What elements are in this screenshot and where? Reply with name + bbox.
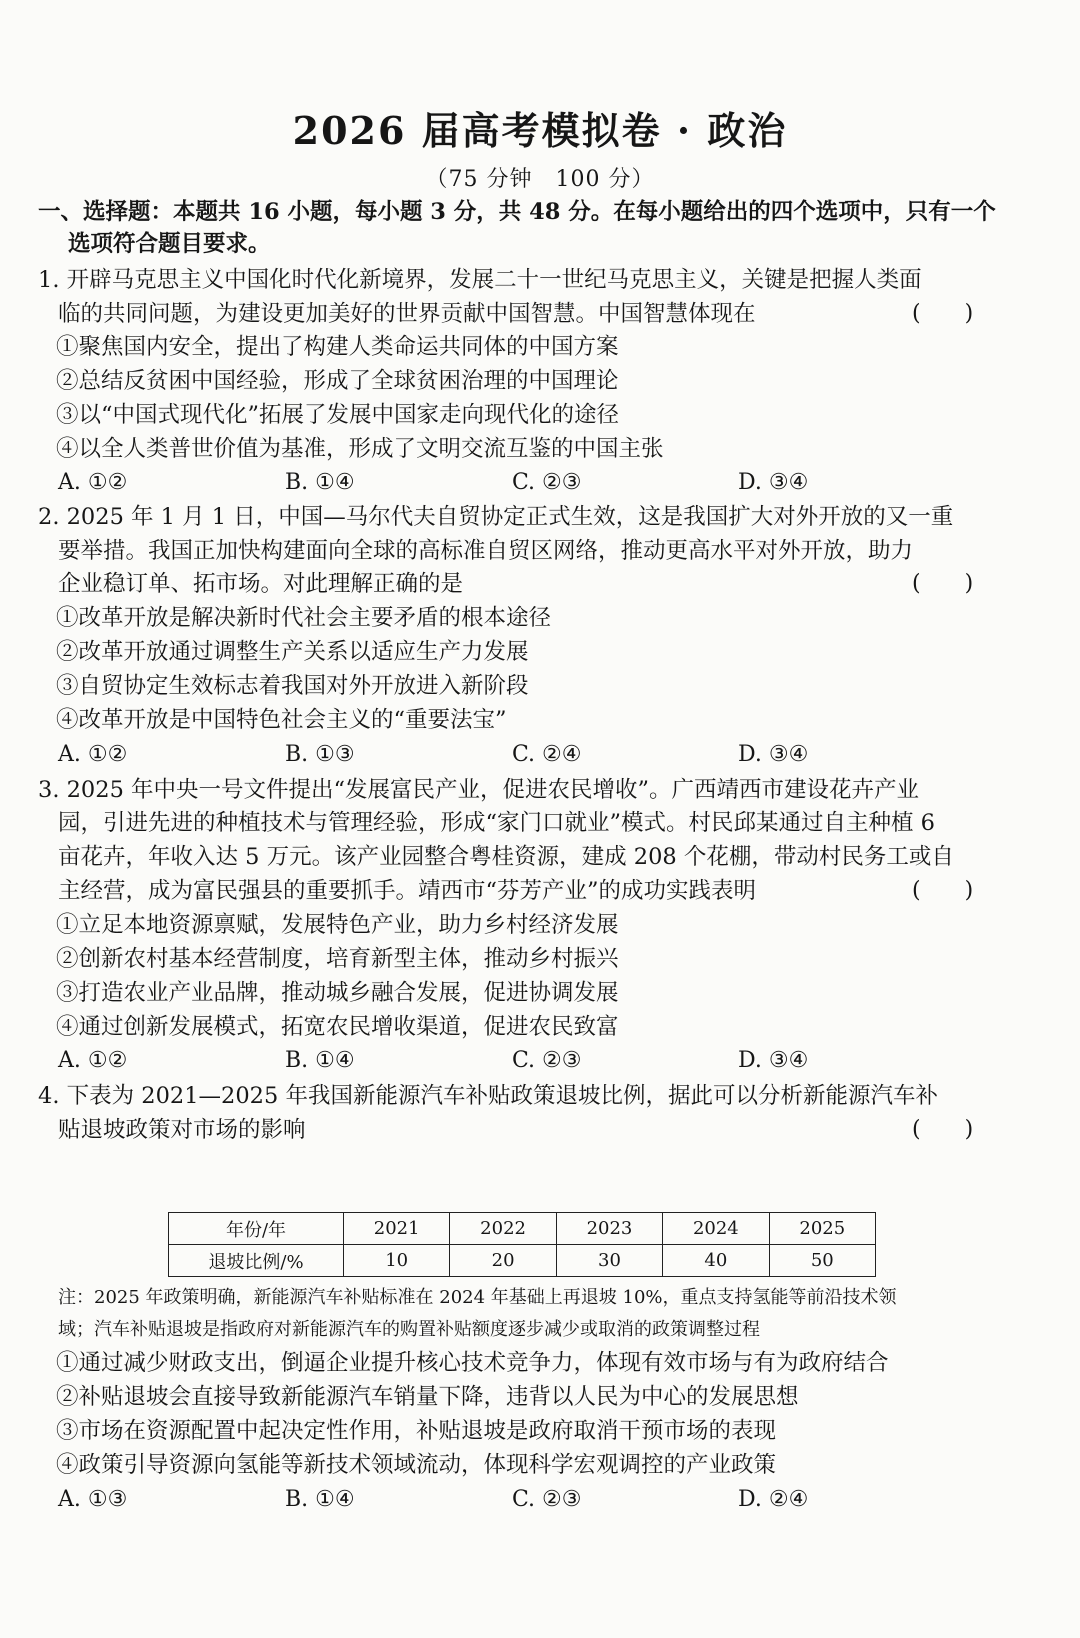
table-header-ratio: 退坡比例/% — [169, 1245, 344, 1277]
q4-stem-line-2: 贴退坡政策对市场的影响 — [58, 1117, 306, 1143]
q4-option-d: D. ②④ — [738, 1487, 809, 1512]
q3-statement-1: ①立足本地资源禀赋，发展特色产业，助力乡村经济发展 — [56, 912, 619, 938]
q3-option-b: B. ①④ — [285, 1048, 355, 1073]
q2-option-d: D. ③④ — [738, 742, 809, 767]
subsidy-ratio-table — [168, 1212, 876, 1277]
q2-stem-line-2: 要举措。我国正加快构建面向全球的高标准自贸区网络，推动更高水平对外开放，助力 — [58, 538, 914, 564]
table-cell-ratio: 50 — [769, 1245, 875, 1277]
exam-duration-score: （75 分钟 100 分） — [425, 167, 655, 192]
q4-option-a: A. ①③ — [58, 1487, 128, 1512]
q4-statement-2: ②补贴退坡会直接导致新能源汽车销量下降，违背以人民为中心的发展思想 — [56, 1384, 799, 1410]
q1-statement-2: ②总结反贫困中国经验，形成了全球贫困治理的中国理论 — [56, 368, 619, 394]
table-cell-ratio: 20 — [450, 1245, 556, 1277]
q3-option-c: C. ②③ — [512, 1048, 582, 1073]
table-header-year: 年份/年 — [169, 1213, 344, 1245]
q4-statement-3: ③市场在资源配置中起决定性作用，补贴退坡是政府取消干预市场的表现 — [56, 1418, 777, 1444]
q2-option-a: A. ①② — [58, 742, 128, 767]
q4-stem-line-1: 4. 下表为 2021—2025 年我国新能源汽车补贴政策退坡比例，据此可以分析新能源汽车补 — [38, 1083, 938, 1109]
q3-statement-2: ②创新农村基本经营制度，培育新型主体，推动乡村振兴 — [56, 946, 619, 972]
q1-statement-4: ④以全人类普世价值为基准，形成了文明交流互鉴的中国主张 — [56, 436, 664, 462]
table-cell-ratio: 10 — [344, 1245, 450, 1277]
q4-option-b: B. ①④ — [285, 1487, 355, 1512]
table-cell-year: 2024 — [663, 1213, 769, 1245]
q1-statement-1: ①聚焦国内安全，提出了构建人类命运共同体的中国方案 — [56, 334, 619, 360]
q3-answer-blank: ( ) — [912, 878, 974, 903]
table-cell-year: 2025 — [769, 1213, 875, 1245]
table-row-year — [169, 1213, 876, 1245]
q2-statement-1: ①改革开放是解决新时代社会主要矛盾的根本途径 — [56, 605, 552, 631]
q4-statement-1: ①通过减少财政支出，倒逼企业提升核心技术竞争力，体现有效市场与有为政府结合 — [56, 1350, 889, 1376]
q2-stem-line-1: 2. 2025 年 1 月 1 日，中国—马尔代夫自贸协定正式生效，这是我国扩大对外开放的又一重 — [38, 504, 954, 530]
exam-title: 2026 届高考模拟卷 · 政治 — [292, 108, 788, 153]
table-cell-year: 2023 — [556, 1213, 662, 1245]
q2-statement-3: ③自贸协定生效标志着我国对外开放进入新阶段 — [56, 673, 529, 699]
section-heading-line-1: 一、选择题：本题共 16 小题，每小题 3 分，共 48 分。在每小题给出的四个选项中，只有一个 — [38, 199, 996, 225]
q4-option-c: C. ②③ — [512, 1487, 582, 1512]
q2-statement-2: ②改革开放通过调整生产关系以适应生产力发展 — [56, 639, 529, 665]
q4-answer-blank: ( ) — [912, 1117, 974, 1142]
q1-statement-3: ③以“中国式现代化”拓展了发展中国家走向现代化的途径 — [56, 402, 620, 428]
q3-stem-line-1: 3. 2025 年中央一号文件提出“发展富民产业，促进农民增收”。广西靖西市建设花卉产业 — [38, 777, 920, 803]
q3-stem-line-3: 亩花卉，年收入达 5 万元。该产业园整合粤桂资源，建成 208 个花棚，带动村民务工或自 — [58, 844, 954, 870]
q2-statement-4: ④改革开放是中国特色社会主义的“重要法宝” — [56, 707, 507, 733]
q2-option-b: B. ①③ — [285, 742, 355, 767]
q1-stem-line-1: 1. 开辟马克思主义中国化时代化新境界，发展二十一世纪马克思主义，关键是把握人类面 — [38, 267, 922, 293]
q2-answer-blank: ( ) — [912, 571, 974, 596]
q3-stem-line-2: 园，引进先进的种植技术与管理经验，形成“家门口就业”模式。村民邱某通过自主种植 6 — [58, 810, 935, 836]
q3-stem-line-4: 主经营，成为富民强县的重要抓手。靖西市“芬芳产业”的成功实践表明 — [58, 878, 757, 904]
table-row-ratio — [169, 1245, 876, 1277]
q2-option-c: C. ②④ — [512, 742, 582, 767]
section-heading-line-2: 选项符合题目要求。 — [68, 231, 271, 257]
q1-option-a: A. ①② — [58, 470, 128, 495]
q1-option-d: D. ③④ — [738, 470, 809, 495]
table-cell-ratio: 40 — [663, 1245, 769, 1277]
table-cell-year: 2022 — [450, 1213, 556, 1245]
table-cell-year: 2021 — [344, 1213, 450, 1245]
q4-note-line-1: 注：2025 年政策明确，新能源汽车补贴标准在 2024 年基础上再退坡 10%，重点支持氢能等前沿技术领 — [58, 1287, 897, 1308]
q1-option-b: B. ①④ — [285, 470, 355, 495]
q4-note-line-2: 域；汽车补贴退坡是指政府对新能源汽车的购置补贴额度逐步减少或取消的政策调整过程 — [58, 1319, 760, 1340]
q1-stem-line-2: 临的共同问题，为建设更加美好的世界贡献中国智慧。中国智慧体现在 — [58, 301, 756, 327]
q3-option-d: D. ③④ — [738, 1048, 809, 1073]
table-cell-ratio: 30 — [556, 1245, 662, 1277]
q1-option-c: C. ②③ — [512, 470, 582, 495]
q2-stem-line-3: 企业稳订单、拓市场。对此理解正确的是 — [58, 571, 464, 597]
q1-answer-blank: ( ) — [912, 301, 974, 326]
q3-statement-3: ③打造农业产业品牌，推动城乡融合发展，促进协调发展 — [56, 980, 619, 1006]
q3-statement-4: ④通过创新发展模式，拓宽农民增收渠道，促进农民致富 — [56, 1014, 619, 1040]
q4-statement-4: ④政策引导资源向氢能等新技术领域流动，体现科学宏观调控的产业政策 — [56, 1452, 777, 1478]
q3-option-a: A. ①② — [58, 1048, 128, 1073]
